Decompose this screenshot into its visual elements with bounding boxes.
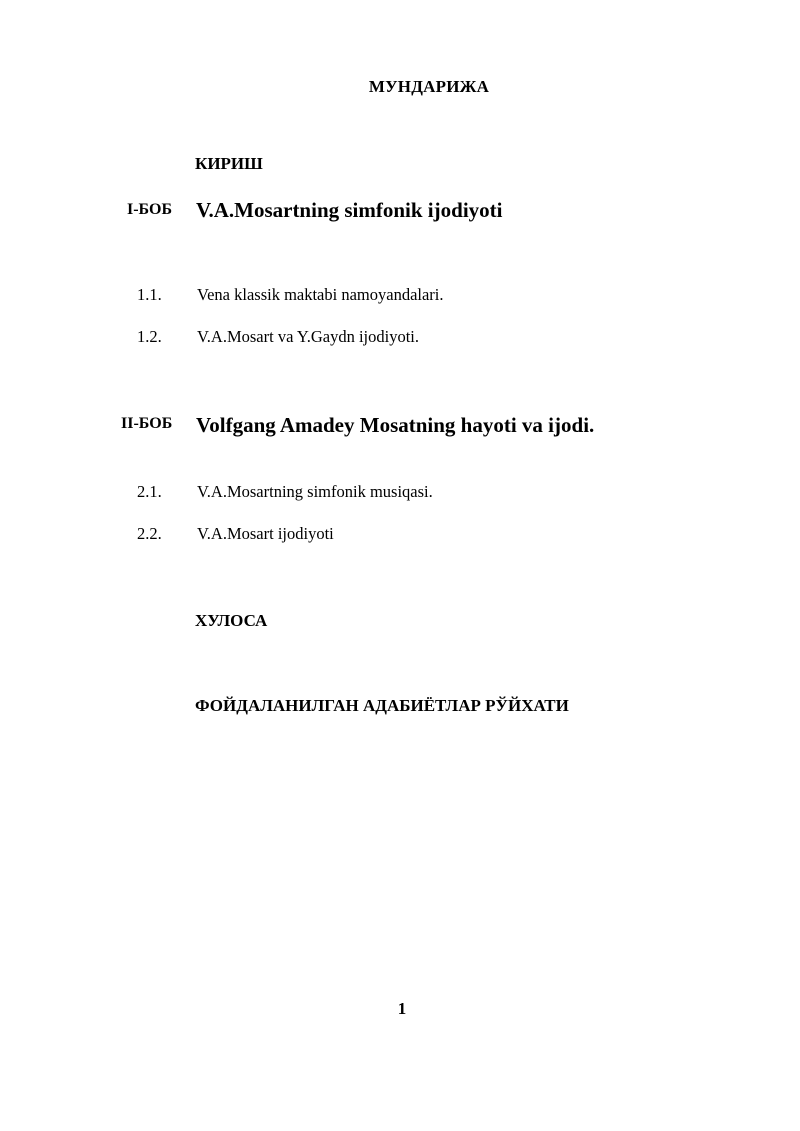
- intro-heading: КИРИШ: [195, 154, 263, 173]
- section-2-1-number: 2.1.: [137, 482, 162, 501]
- section-2-2-number: 2.2.: [137, 524, 162, 543]
- chapter-2-number: II-БОБ: [121, 415, 173, 432]
- section-2-2-title: V.A.Mosart ijodiyoti: [197, 524, 334, 543]
- toc-title: МУНДАРИЖА: [368, 77, 490, 96]
- section-2-1-title: V.A.Mosartning simfonik musiqasi.: [197, 482, 433, 501]
- chapter-2-title: Volfgang Amadey Mosatning hayoti va ijodi.: [196, 413, 595, 437]
- section-1-2-number: 1.2.: [137, 327, 162, 346]
- chapter-1-title: V.A.Mosartning simfonik ijodiyoti: [196, 198, 503, 222]
- chapter-1-number: I-БОБ: [127, 201, 173, 218]
- section-1-1-number: 1.1.: [137, 285, 162, 304]
- page-number: 1: [397, 999, 407, 1018]
- conclusion-heading: ХУЛОСА: [195, 611, 268, 630]
- section-1-2-title: V.A.Mosart va Y.Gaydn ijodiyoti.: [197, 327, 419, 346]
- section-1-1-title: Vena klassik maktabi namoyandalari.: [197, 285, 444, 304]
- references-heading: ФОЙДАЛАНИЛГАН АДАБИЁТЛАР РЎЙХАТИ: [195, 696, 569, 715]
